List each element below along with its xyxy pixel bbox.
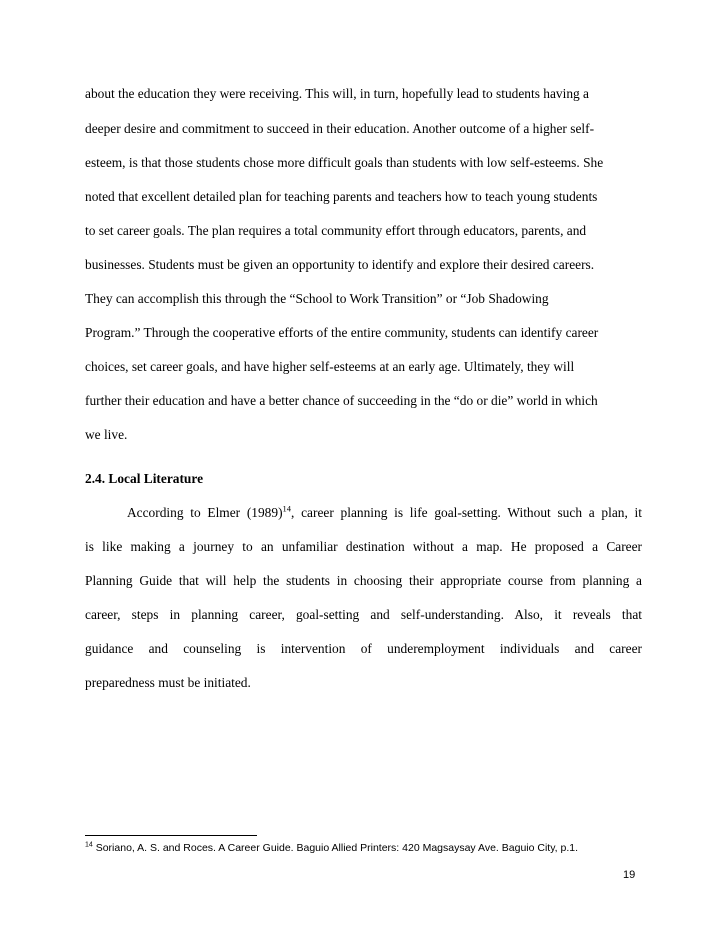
body-line: noted that excellent detailed plan for teaching parents and teachers how to teach young students bbox=[85, 189, 598, 204]
body-line: to set career goals. The plan requires a total community effort through educators, parents, and bbox=[85, 223, 587, 238]
body-line: Program.” Through the cooperative efforts of the entire community, students can identify career bbox=[85, 325, 599, 340]
body-line: Planning Guide that will help the students in choosing their appropriate course from planning a bbox=[85, 573, 642, 588]
body-line: esteem, is that those students chose more difficult goals than students with low self-esteems. She bbox=[85, 155, 604, 170]
footnote bbox=[85, 842, 578, 855]
page-number: 19 bbox=[623, 869, 636, 881]
section-heading: 2.4. Local Literature bbox=[85, 471, 204, 486]
footnote-divider bbox=[85, 835, 257, 836]
footnote-text: Soriano, A. S. and Roces. A Career Guide. Baguio Allied Printers: 420 Magsaysay Ave. Baguio City, p.1. bbox=[95, 842, 579, 854]
citation-text: According to Elmer (1989) bbox=[127, 505, 283, 520]
body-line: career, steps in planning career, goal-setting and self-understanding. Also, it reveals that bbox=[85, 607, 642, 622]
body-line: further their education and have a better chance of succeeding in the “do or die” world in which bbox=[85, 393, 598, 408]
body-line: is like making a journey to an unfamiliar destination without a map. He proposed a Career bbox=[85, 539, 642, 554]
body-line: we live. bbox=[85, 427, 128, 442]
body-text: , career planning is life goal-setting. Without such a plan, it bbox=[291, 505, 642, 520]
footnote-reference: 14 bbox=[282, 503, 292, 514]
body-line: choices, set career goals, and have higher self-esteems at an early age. Ultimately, they will bbox=[85, 359, 575, 374]
body-line: deeper desire and commitment to succeed in their education. Another outcome of a higher self- bbox=[85, 121, 595, 136]
body-line: guidance and counseling is intervention of underemployment individuals and career bbox=[85, 641, 642, 656]
body-line: preparedness must be initiated. bbox=[85, 675, 251, 690]
body-line: They can accomplish this through the “School to Work Transition” or “Job Shadowing bbox=[85, 291, 549, 306]
body-line bbox=[127, 505, 642, 521]
body-line: businesses. Students must be given an opportunity to identify and explore their desired careers. bbox=[85, 257, 595, 272]
footnote-number: 14 bbox=[85, 841, 93, 849]
body-line: about the education they were receiving. This will, in turn, hopefully lead to students having a bbox=[85, 86, 590, 101]
